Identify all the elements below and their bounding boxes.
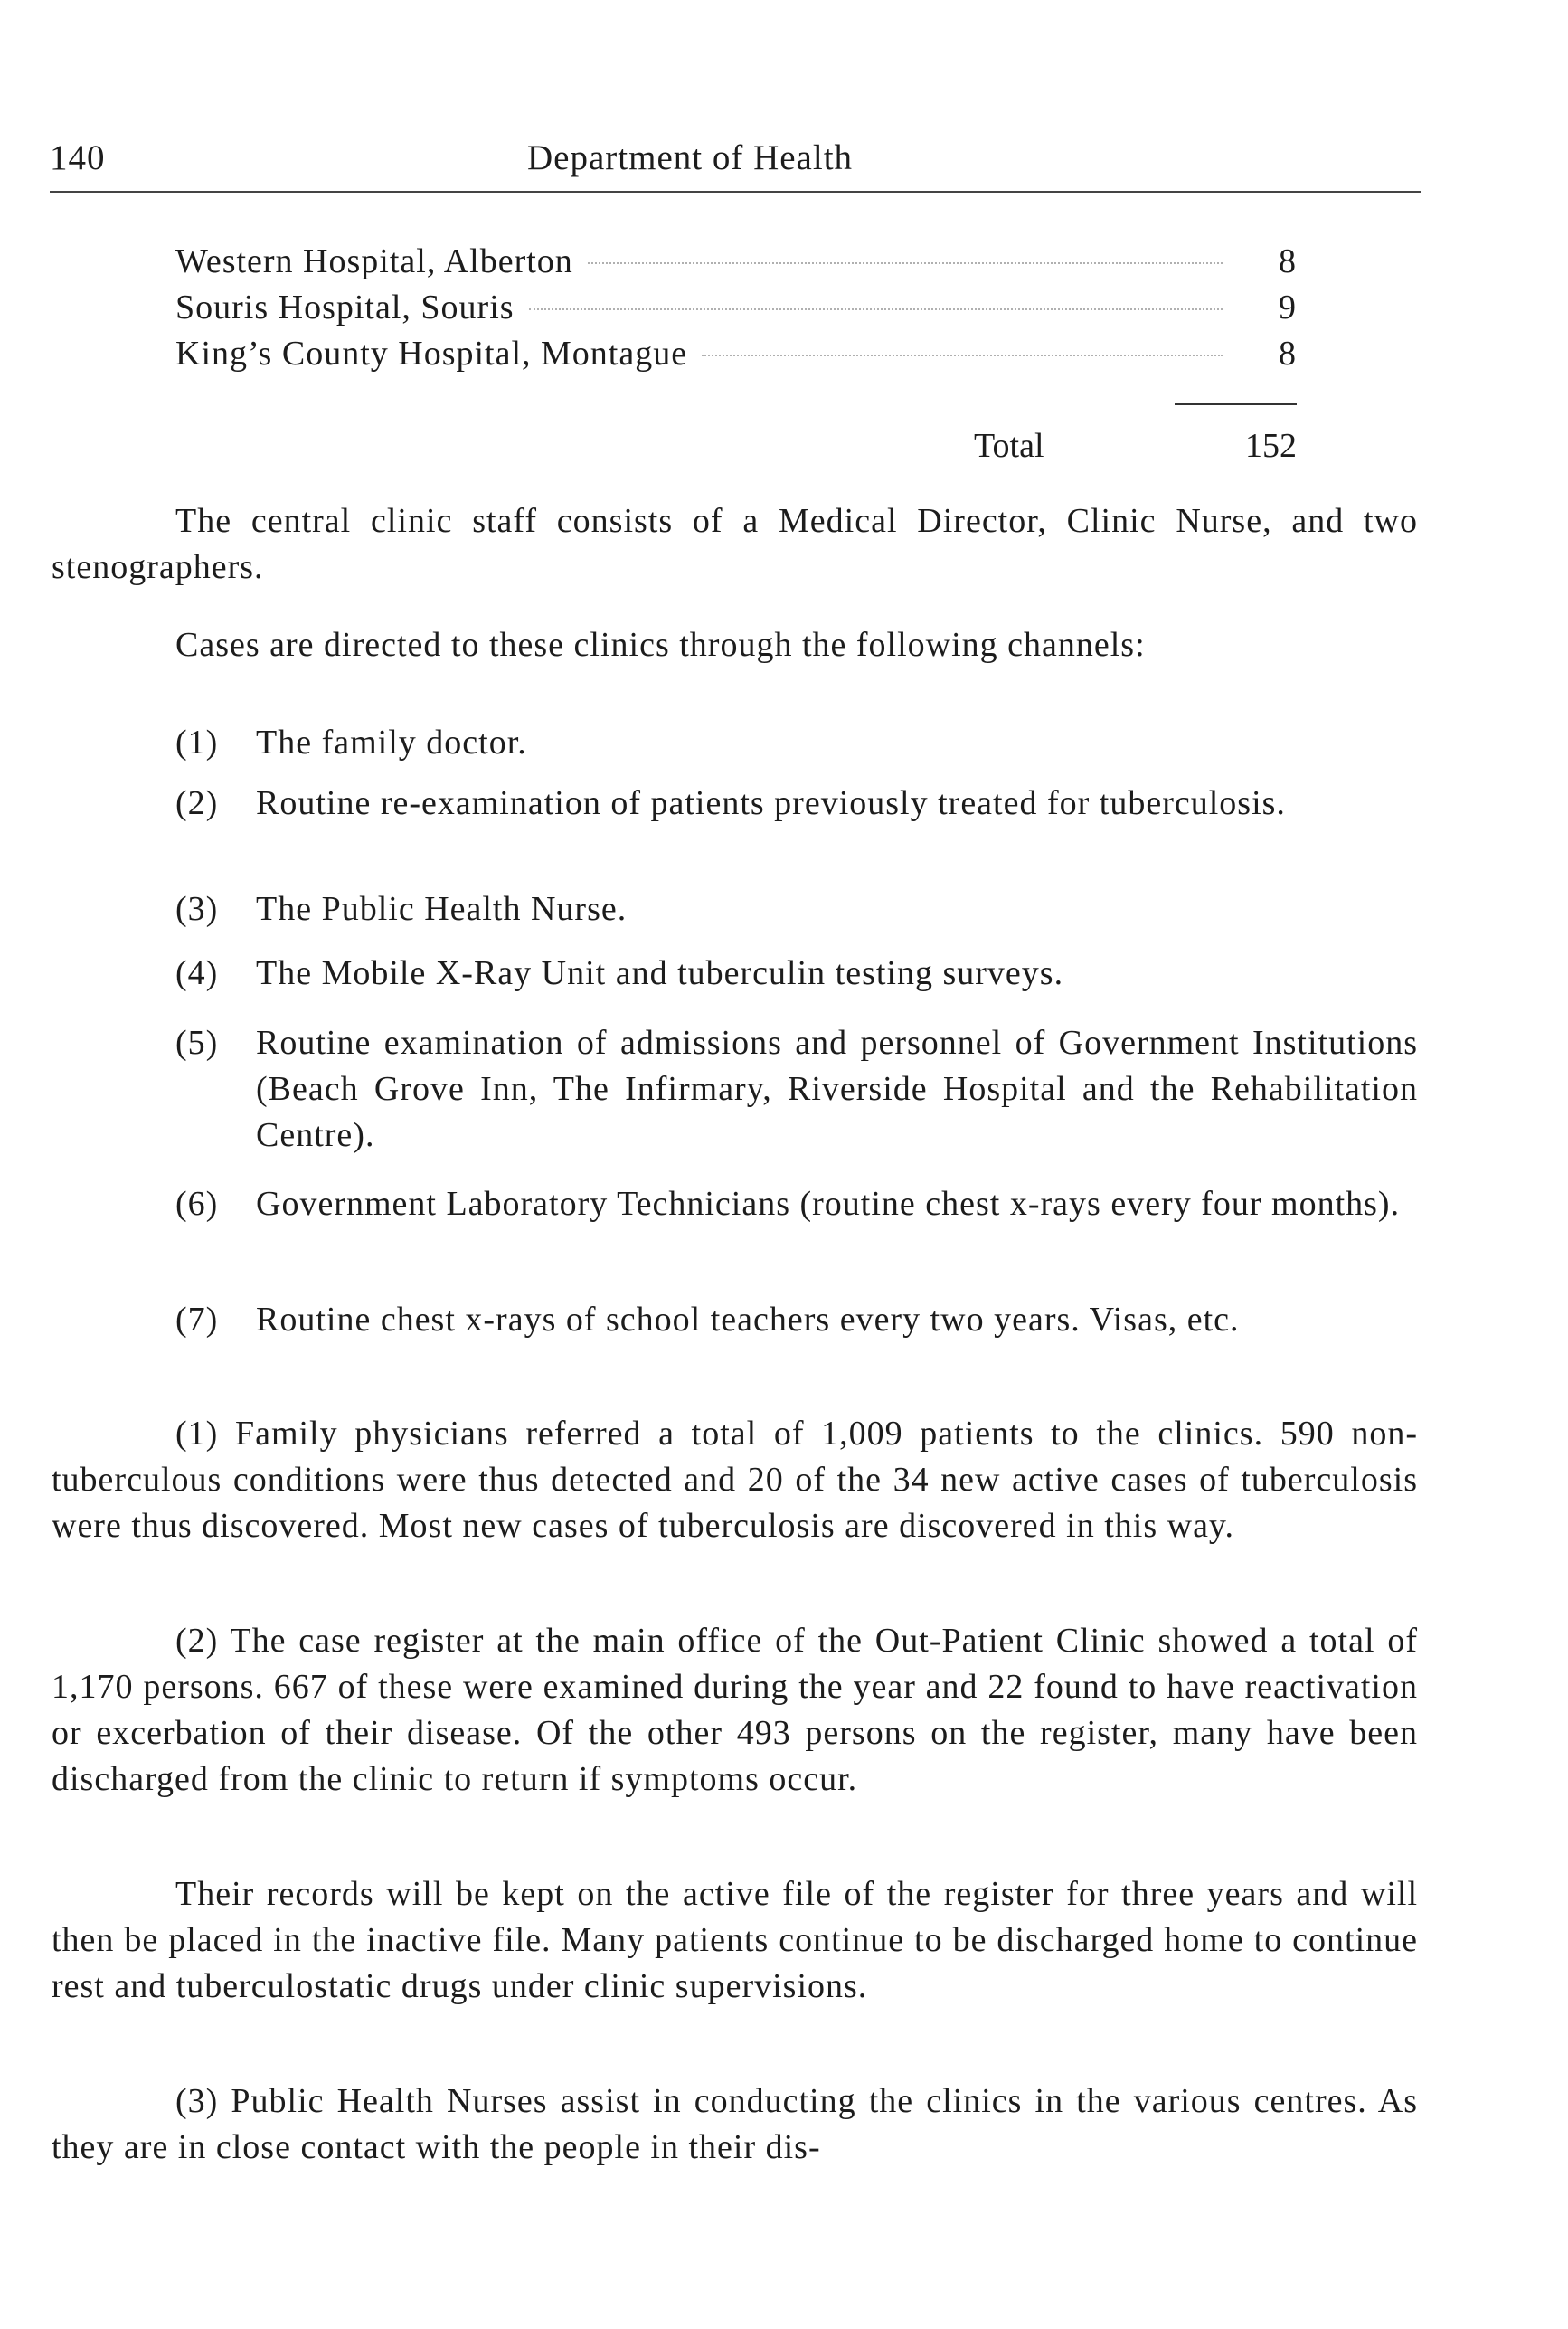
list-text: The Mobile X-Ray Unit and tuberculin testing surveys. xyxy=(256,954,1064,992)
list-number: (4) xyxy=(175,954,219,992)
list-number: (6) xyxy=(175,1185,219,1223)
staff-paragraph: The central clinic staff consists of a Medical Director, Clinic Nurse, and two stenographers. xyxy=(52,502,1418,586)
dot-leader xyxy=(702,355,1223,356)
list-number: (5) xyxy=(175,1024,219,1062)
hospital-count: 8 xyxy=(1279,242,1297,280)
hospital-count: 8 xyxy=(1279,335,1297,373)
channel-list-item xyxy=(175,720,1418,766)
total-rule xyxy=(1175,403,1297,405)
channel-list-item xyxy=(175,886,1418,933)
detail-paragraph-public-health-nurses: (3) Public Health Nurses assist in conducting the clinics in the various centres. As they are in close contact with the people in their dis- xyxy=(52,2082,1418,2166)
hospital-table xyxy=(175,239,1297,377)
list-text: Government Laboratory Technicians (routine chest x-rays every four months). xyxy=(256,1185,1401,1223)
hospital-count: 9 xyxy=(1279,289,1297,327)
page-number: 140 xyxy=(50,138,106,177)
channel-list-item xyxy=(175,781,1418,827)
total-value: 152 xyxy=(1245,427,1297,465)
list-number: (7) xyxy=(175,1301,219,1339)
detail-paragraph-family-physicians: (1) Family physicians referred a total of 1,009 patients to the clinics. 590 non-tuberculous conditions were thus detected and 20 of the 34 new active cases of tuberculosis were thus discovered. Most new cases of tuberculosis are discovered in this way. xyxy=(52,1415,1418,1545)
list-number: (3) xyxy=(175,890,219,928)
channel-list-item xyxy=(175,951,1418,997)
list-text: Routine examination of admissions and personnel of Government Institutions (Beach Grove Inn, The Infirmary, Riverside Hospital and the Rehabilitation Centre). xyxy=(256,1024,1418,1154)
list-text: Routine chest x-rays of school teachers every two years. Visas, etc. xyxy=(256,1301,1240,1339)
total-label: Total xyxy=(974,427,1044,465)
dot-leader xyxy=(588,262,1223,264)
hospital-row xyxy=(175,239,1297,285)
running-title: Department of Health xyxy=(527,138,854,177)
hospital-name: King’s County Hospital, Montague xyxy=(175,335,688,373)
list-number: (1) xyxy=(175,724,219,762)
list-text: Routine re-examination of patients previously treated for tuberculosis. xyxy=(256,784,1286,822)
list-number: (2) xyxy=(175,784,219,822)
channel-list-item xyxy=(175,1297,1418,1343)
header-rule xyxy=(50,191,1421,193)
hospital-row xyxy=(175,285,1297,331)
hospital-row xyxy=(175,331,1297,377)
channel-list-item xyxy=(175,1181,1418,1227)
list-text: The family doctor. xyxy=(256,724,527,762)
channel-list-item xyxy=(175,1020,1418,1159)
running-header xyxy=(50,134,1421,183)
detail-paragraph-records: Their records will be kept on the active file of the register for three years and will then be placed in the inactive file. Many patients continue to be discharged home to continue rest and tuberculostatic drugs under clinic supervisions. xyxy=(52,1875,1418,2005)
channels-intro-paragraph: Cases are directed to these clinics through the following channels: xyxy=(175,626,1146,664)
detail-paragraph-case-register: (2) The case register at the main office of the Out-Patient Clinic showed a total of 1,170 persons. 667 of these were examined during the year and 22 found to have reactivation or excerbation of their disease. Of the other 493 persons on the register, many have been discharged from the clinic to return if symptoms occur. xyxy=(52,1622,1418,1798)
dot-leader xyxy=(529,308,1223,310)
hospital-name: Western Hospital, Alberton xyxy=(175,242,573,280)
list-text: The Public Health Nurse. xyxy=(256,890,628,928)
hospital-name: Souris Hospital, Souris xyxy=(175,289,515,327)
